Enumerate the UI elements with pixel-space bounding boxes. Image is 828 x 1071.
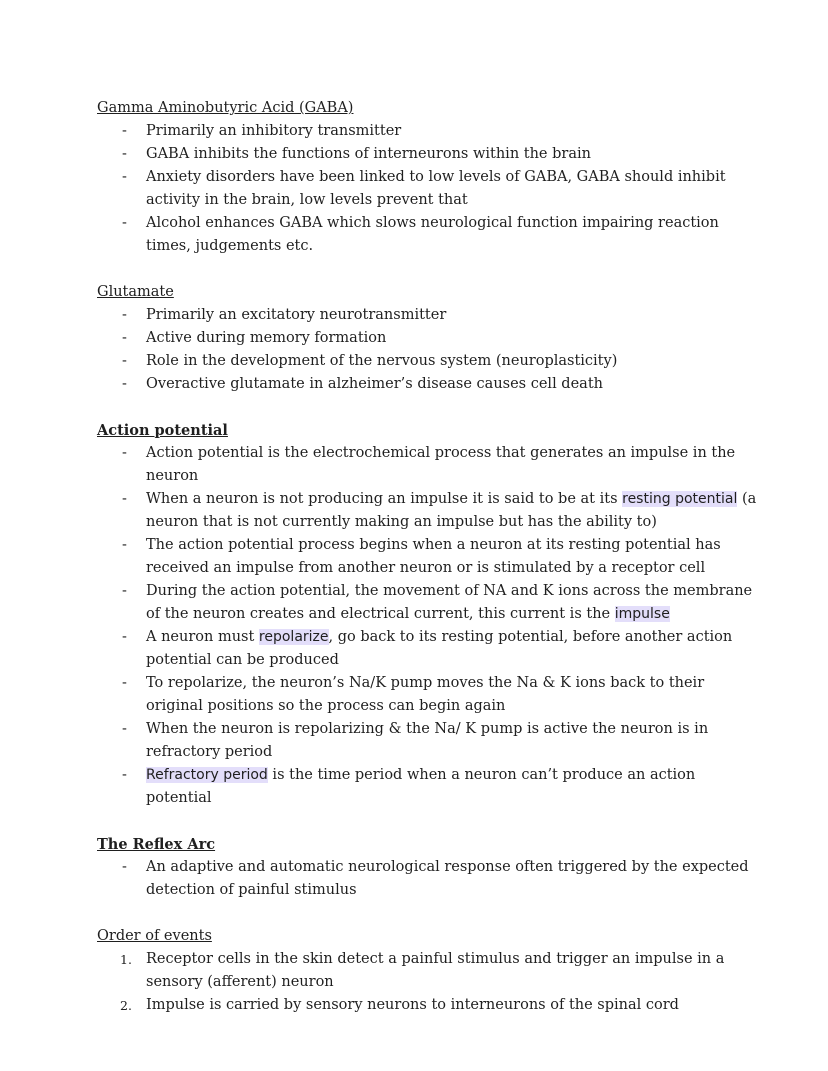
bullet-dash: - bbox=[122, 537, 127, 553]
list-item: - An adaptive and automatic neurological response often triggered by the expected detection of painful stimulus bbox=[97, 856, 757, 902]
section-reflex-arc bbox=[97, 833, 757, 902]
bullet-dash: - bbox=[122, 123, 127, 139]
bullet-dash: - bbox=[122, 215, 127, 231]
bullet-dash: - bbox=[122, 767, 127, 783]
highlight-repolarize: repolarize bbox=[258, 629, 329, 645]
bullet-dash: - bbox=[122, 353, 127, 369]
list-gaba bbox=[97, 120, 757, 258]
list-item: - During the action potential, the movement of NA and K ions across the membrane of the neuron creates and electrical current, this current is the impulse bbox=[97, 580, 757, 626]
bullet-dash: - bbox=[122, 675, 127, 691]
section-gaba bbox=[97, 97, 757, 258]
list-item: - Alcohol enhances GABA which slows neurological function impairing reaction times, judgements etc. bbox=[97, 212, 757, 258]
heading-gaba: Gamma Aminobutyric Acid (GABA) bbox=[97, 100, 354, 116]
bullet-dash: - bbox=[122, 721, 127, 737]
list-item: - GABA inhibits the functions of interneurons within the brain bbox=[97, 143, 757, 166]
list-item: - To repolarize, the neuron’s Na/K pump moves the Na & K ions back to their original positions so the process can begin again bbox=[97, 672, 757, 718]
document-page bbox=[97, 97, 757, 1040]
list-number: 2. bbox=[120, 998, 132, 1013]
heading-action-potential: Action potential bbox=[97, 422, 228, 439]
bullet-dash: - bbox=[122, 583, 127, 599]
list-item: - Action potential is the electrochemical process that generates an impulse in the neuron bbox=[97, 442, 757, 488]
list-number: 1. bbox=[120, 952, 132, 967]
highlight-impulse: impulse bbox=[614, 606, 670, 622]
bullet-dash: - bbox=[122, 491, 127, 507]
bullet-dash: - bbox=[122, 376, 127, 392]
bullet-dash: - bbox=[122, 307, 127, 323]
list-item: 2. Impulse is carried by sensory neurons to interneurons of the spinal cord bbox=[97, 994, 757, 1017]
section-action-potential bbox=[97, 419, 757, 810]
bullet-dash: - bbox=[122, 445, 127, 461]
list-action-potential bbox=[97, 442, 757, 810]
highlight-resting-potential: resting potential bbox=[622, 491, 738, 507]
list-glutamate bbox=[97, 304, 757, 396]
list-order-of-events bbox=[97, 948, 757, 1017]
bullet-dash: - bbox=[122, 146, 127, 162]
list-item: - Role in the development of the nervous system (neuroplasticity) bbox=[97, 350, 757, 373]
list-item: - When a neuron is not producing an impulse it is said to be at its resting potential (a neuron that is not currently making an impulse but has the ability to) bbox=[97, 488, 757, 534]
section-glutamate bbox=[97, 281, 757, 396]
list-item: - The action potential process begins when a neuron at its resting potential has received an impulse from another neuron or is stimulated by a receptor cell bbox=[97, 534, 757, 580]
list-item: 1. Receptor cells in the skin detect a painful stimulus and trigger an impulse in a sensory (afferent) neuron bbox=[97, 948, 757, 994]
bullet-dash: - bbox=[122, 330, 127, 346]
list-item: - Overactive glutamate in alzheimer’s disease causes cell death bbox=[97, 373, 757, 396]
list-item: - Active during memory formation bbox=[97, 327, 757, 350]
list-item: - Primarily an inhibitory transmitter bbox=[97, 120, 757, 143]
list-item: - A neuron must repolarize, go back to its resting potential, before another action potential can be produced bbox=[97, 626, 757, 672]
section-order-of-events bbox=[97, 925, 757, 1017]
bullet-dash: - bbox=[122, 859, 127, 875]
heading-glutamate: Glutamate bbox=[97, 284, 174, 300]
bullet-dash: - bbox=[122, 629, 127, 645]
list-item: - Anxiety disorders have been linked to low levels of GABA, GABA should inhibit activity in the brain, low levels prevent that bbox=[97, 166, 757, 212]
bullet-dash: - bbox=[122, 169, 127, 185]
highlight-refractory-period: Refractory period bbox=[146, 767, 268, 783]
list-item: - Primarily an excitatory neurotransmitter bbox=[97, 304, 757, 327]
heading-order-of-events: Order of events bbox=[97, 928, 212, 944]
list-item: - When the neuron is repolarizing & the Na/ K pump is active the neuron is in refractory period bbox=[97, 718, 757, 764]
list-item: - Refractory period is the time period when a neuron can’t produce an action potential bbox=[97, 764, 757, 810]
list-reflex-arc bbox=[97, 856, 757, 902]
heading-reflex-arc: The Reflex Arc bbox=[97, 836, 216, 853]
